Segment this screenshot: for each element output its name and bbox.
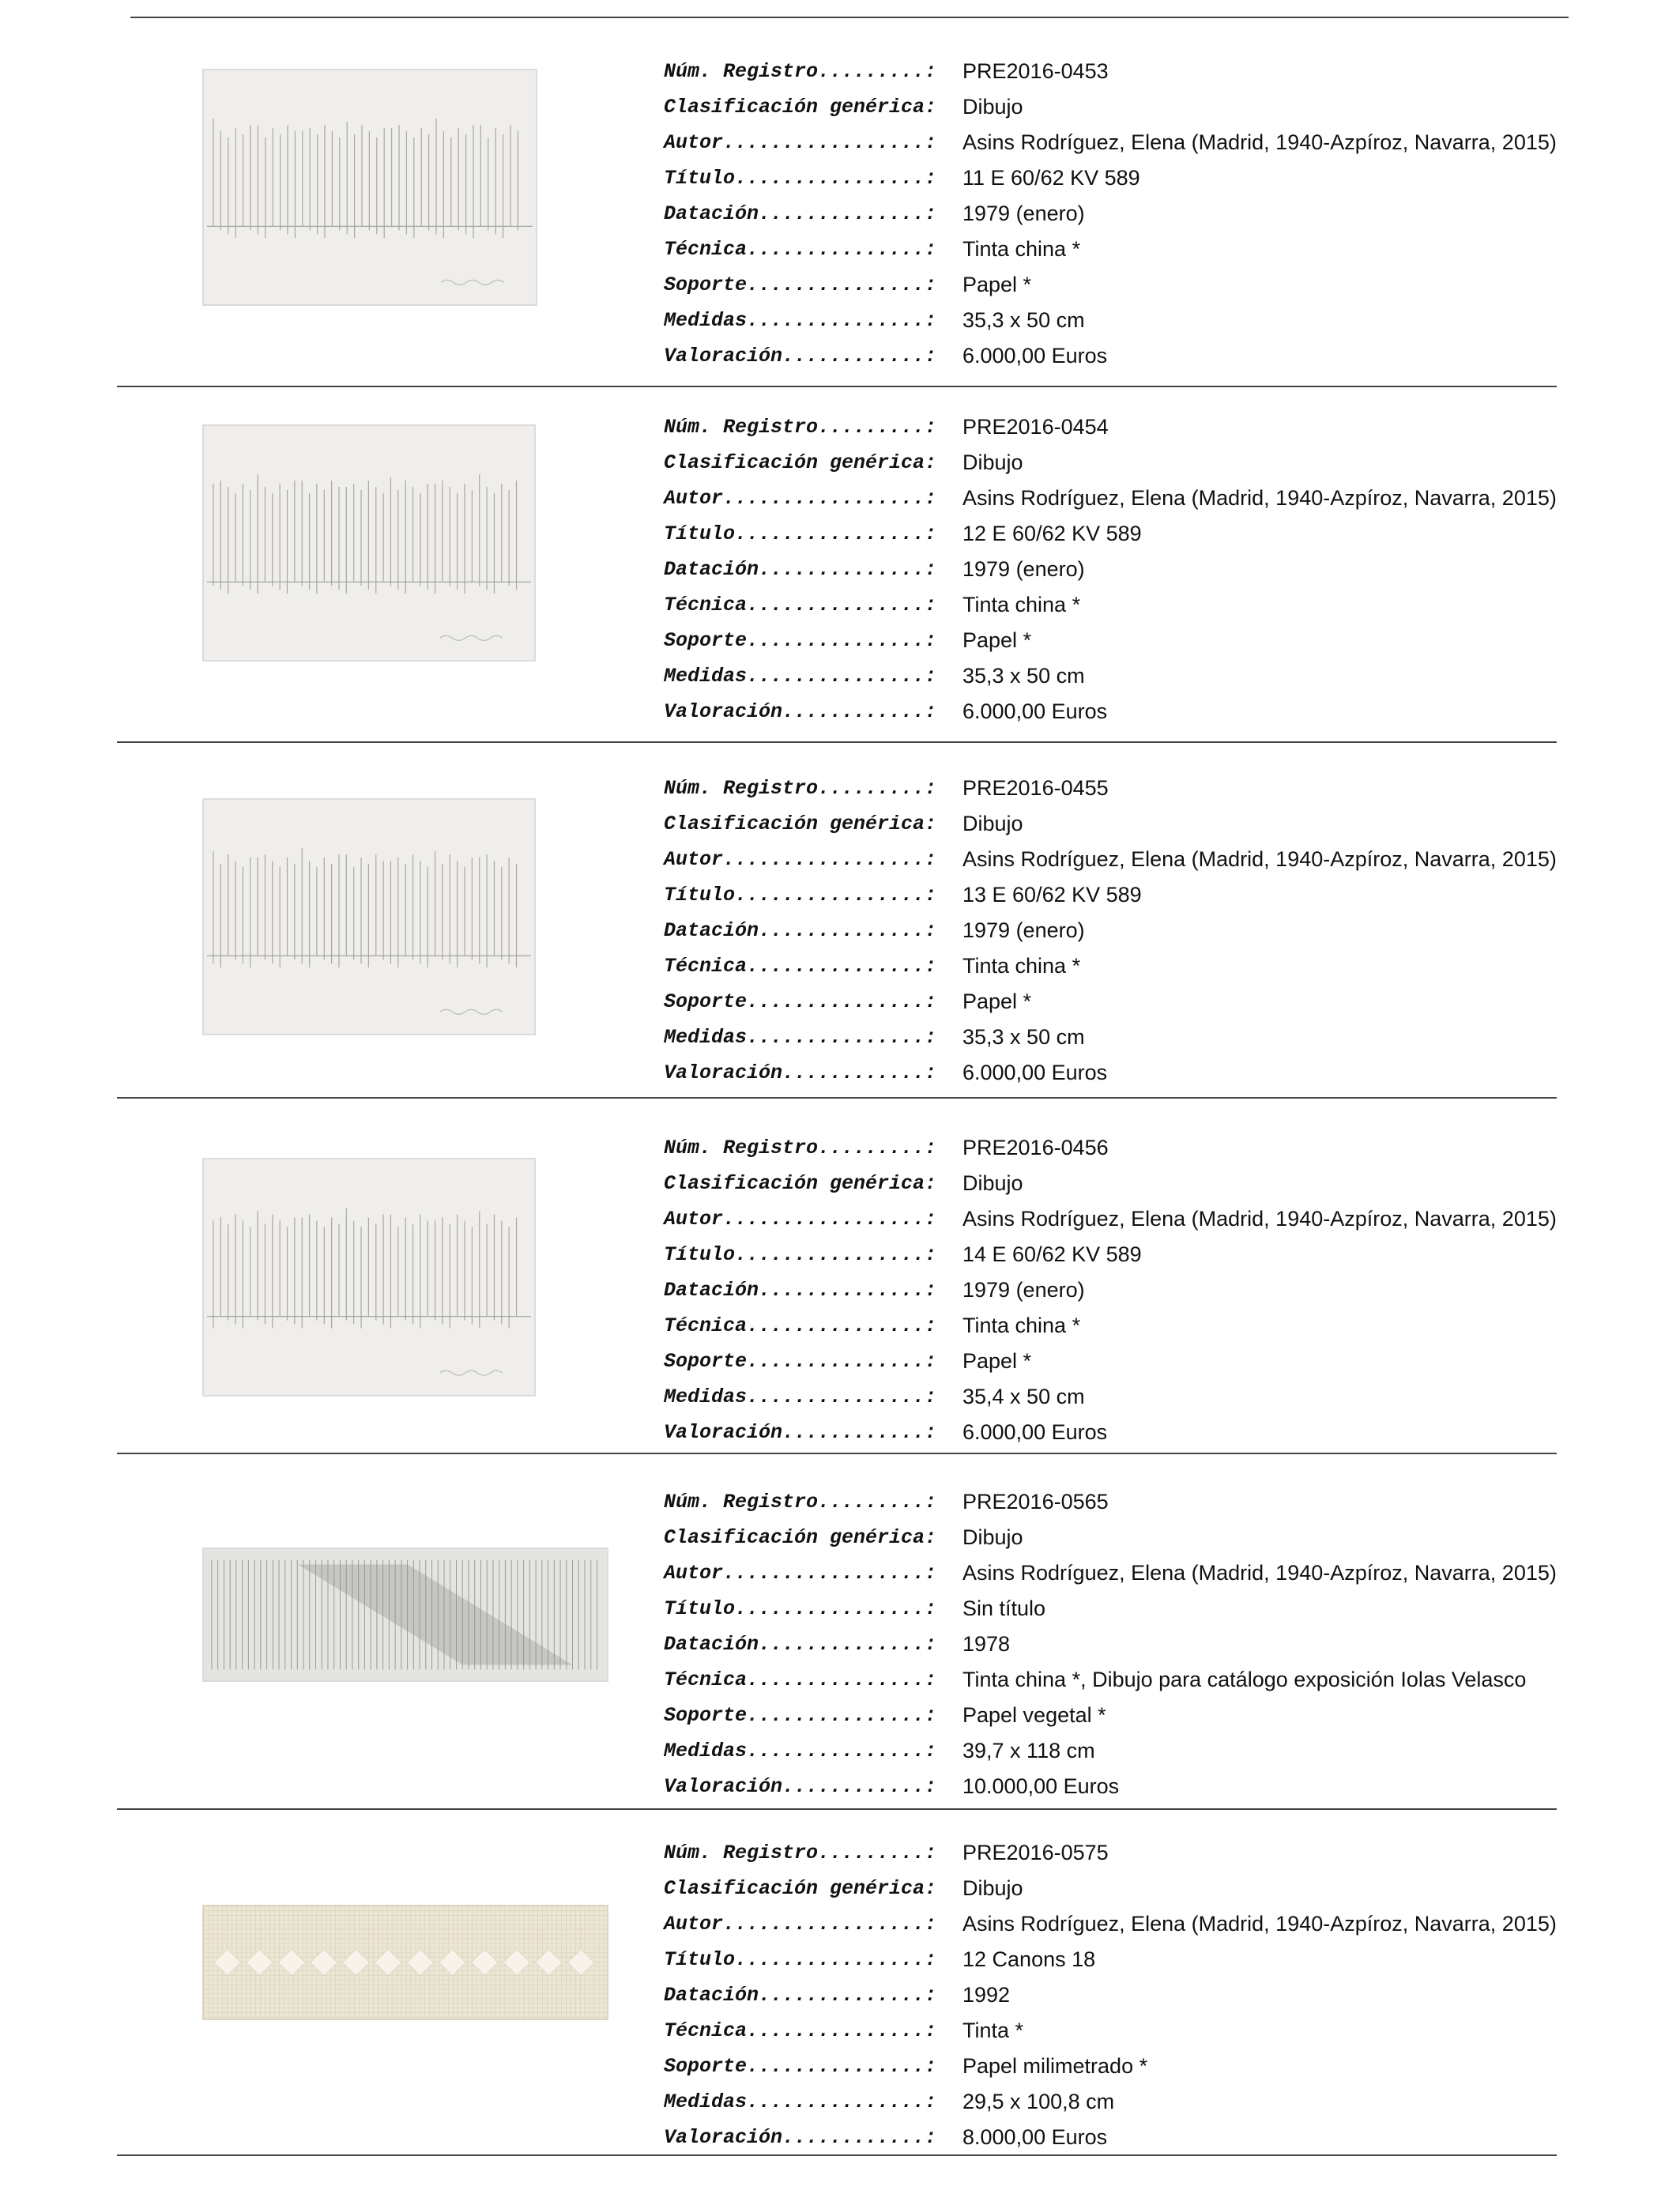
vertical-lines-artwork: [204, 70, 536, 304]
field-label: Clasificación genérica:: [664, 1877, 937, 1900]
field-value: 35,3 x 50 cm: [962, 664, 1085, 688]
field-label: Valoración............:: [664, 345, 937, 368]
field-value: 8.000,00 Euros: [962, 2125, 1108, 2149]
field-value: PRE2016-0456: [962, 1136, 1109, 1159]
field-label: Técnica...............:: [664, 1314, 937, 1337]
artwork-thumbnail: [202, 69, 537, 306]
field-label: Técnica...............:: [664, 238, 937, 261]
field-label: Valoración............:: [664, 1061, 937, 1084]
field-value: Asins Rodríguez, Elena (Madrid, 1940-Azpíroz, Navarra, 2015): [962, 1912, 1557, 1936]
artwork-thumbnail: [202, 1158, 536, 1397]
field-value: Tinta *: [962, 2019, 1024, 2042]
field-label: Núm. Registro.........:: [664, 1137, 937, 1159]
catalog-record: [117, 1099, 1557, 1454]
artwork-thumbnail: [202, 1905, 608, 2020]
field-label: Clasificación genérica:: [664, 1526, 937, 1549]
field-value: Tinta china *: [962, 593, 1081, 616]
field-value: Asins Rodríguez, Elena (Madrid, 1940-Azpíroz, Navarra, 2015): [962, 130, 1557, 154]
field-value: Tinta china *: [962, 954, 1081, 978]
field-label: Autor.................:: [664, 131, 937, 154]
vertical-lines-artwork: [204, 1159, 534, 1395]
artwork-thumbnail: [202, 424, 536, 662]
field-value: 39,7 x 118 cm: [962, 1739, 1095, 1762]
field-label: Técnica...............:: [664, 2019, 937, 2042]
field-label: Autor.................:: [664, 1562, 937, 1585]
vertical-lines-artwork: [204, 426, 534, 660]
field-value: 1979 (enero): [962, 202, 1085, 225]
field-label: Soporte...............:: [664, 1350, 937, 1373]
field-value: 10.000,00 Euros: [962, 1774, 1120, 1798]
field-label: Título................:: [664, 1948, 937, 1971]
artwork-thumbnail: [202, 1547, 608, 1682]
field-value: PRE2016-0453: [962, 59, 1109, 83]
field-label: Medidas...............:: [664, 2090, 937, 2113]
field-label: Medidas...............:: [664, 309, 937, 332]
field-value: PRE2016-0455: [962, 776, 1109, 800]
diamond-grid-artwork: [204, 1906, 607, 2019]
catalog-record: [117, 1454, 1557, 1810]
field-label: Valoración............:: [664, 1775, 937, 1798]
field-value: 1979 (enero): [962, 918, 1085, 942]
field-value: Dibujo: [962, 1876, 1023, 1900]
field-value: Papel *: [962, 990, 1032, 1013]
field-value: Papel milimetrado *: [962, 2054, 1148, 2078]
field-label: Clasificación genérica:: [664, 1172, 937, 1195]
field-label: Medidas...............:: [664, 1026, 937, 1049]
diagonal-band-artwork: [204, 1549, 607, 1680]
field-label: Núm. Registro.........:: [664, 777, 937, 800]
field-label: Datación..............:: [664, 1984, 937, 2007]
field-label: Título................:: [664, 1597, 937, 1620]
field-label: Clasificación genérica:: [664, 96, 937, 119]
field-value: Dibujo: [962, 812, 1023, 835]
field-label: Datación..............:: [664, 1633, 937, 1656]
artwork-thumbnail: [202, 798, 536, 1035]
field-value: Dibujo: [962, 1525, 1023, 1549]
field-value: Papel *: [962, 1349, 1032, 1373]
field-value: Tinta china *, Dibujo para catálogo exposición Iolas Velasco: [962, 1668, 1527, 1691]
field-value: Sin título: [962, 1596, 1046, 1620]
field-label: Medidas...............:: [664, 665, 937, 688]
field-value: Tinta china *: [962, 237, 1081, 261]
catalog-record: [117, 743, 1557, 1099]
field-value: 11 E 60/62 KV 589: [962, 166, 1140, 190]
field-value: Dibujo: [962, 95, 1023, 119]
field-label: Autor.................:: [664, 1913, 937, 1936]
catalog-record: [117, 387, 1557, 743]
field-label: Núm. Registro.........:: [664, 416, 937, 439]
field-value: PRE2016-0454: [962, 415, 1109, 439]
field-value: 6.000,00 Euros: [962, 699, 1108, 723]
top-rule: [130, 17, 1569, 18]
vertical-lines-artwork: [204, 800, 534, 1034]
field-label: Autor.................:: [664, 487, 937, 510]
field-value: Asins Rodríguez, Elena (Madrid, 1940-Azpíroz, Navarra, 2015): [962, 486, 1557, 510]
field-value: 12 Canons 18: [962, 1947, 1096, 1971]
field-value: Tinta china *: [962, 1314, 1081, 1337]
field-value: 6.000,00 Euros: [962, 344, 1108, 368]
catalog-record: [117, 1810, 1557, 2156]
field-label: Título................:: [664, 884, 937, 907]
field-value: Papel *: [962, 628, 1032, 652]
field-value: 1992: [962, 1983, 1011, 2007]
field-value: Dibujo: [962, 450, 1023, 474]
field-label: Título................:: [664, 1243, 937, 1266]
field-value: 1978: [962, 1632, 1011, 1656]
field-value: Papel *: [962, 273, 1032, 296]
field-label: Soporte...............:: [664, 990, 937, 1013]
field-label: Soporte...............:: [664, 273, 937, 296]
field-value: PRE2016-0565: [962, 1490, 1109, 1514]
field-label: Clasificación genérica:: [664, 812, 937, 835]
field-value: 35,4 x 50 cm: [962, 1385, 1085, 1408]
field-value: Asins Rodríguez, Elena (Madrid, 1940-Azpíroz, Navarra, 2015): [962, 847, 1557, 871]
field-label: Soporte...............:: [664, 629, 937, 652]
field-value: PRE2016-0575: [962, 1841, 1109, 1864]
field-label: Técnica...............:: [664, 1668, 937, 1691]
field-label: Medidas...............:: [664, 1740, 937, 1762]
field-value: 1979 (enero): [962, 557, 1085, 581]
field-value: 6.000,00 Euros: [962, 1061, 1108, 1084]
field-label: Autor.................:: [664, 1208, 937, 1231]
field-label: Datación..............:: [664, 202, 937, 225]
field-label: Título................:: [664, 522, 937, 545]
field-label: Soporte...............:: [664, 2055, 937, 2078]
field-value: 12 E 60/62 KV 589: [962, 522, 1142, 545]
field-value: 29,5 x 100,8 cm: [962, 2090, 1115, 2113]
field-label: Datación..............:: [664, 1279, 937, 1302]
field-value: Asins Rodríguez, Elena (Madrid, 1940-Azpíroz, Navarra, 2015): [962, 1561, 1557, 1585]
field-label: Núm. Registro.........:: [664, 1491, 937, 1514]
field-value: 13 E 60/62 KV 589: [962, 883, 1142, 907]
field-value: Asins Rodríguez, Elena (Madrid, 1940-Azpíroz, Navarra, 2015): [962, 1207, 1557, 1231]
field-value: 1979 (enero): [962, 1278, 1085, 1302]
field-label: Valoración............:: [664, 1421, 937, 1444]
field-label: Clasificación genérica:: [664, 451, 937, 474]
field-label: Valoración............:: [664, 700, 937, 723]
field-label: Autor.................:: [664, 848, 937, 871]
field-value: 14 E 60/62 KV 589: [962, 1242, 1142, 1266]
field-label: Medidas...............:: [664, 1385, 937, 1408]
field-label: Datación..............:: [664, 558, 937, 581]
field-label: Núm. Registro.........:: [664, 1842, 937, 1864]
field-label: Núm. Registro.........:: [664, 60, 937, 83]
field-label: Técnica...............:: [664, 955, 937, 978]
field-value: Dibujo: [962, 1171, 1023, 1195]
field-label: Soporte...............:: [664, 1704, 937, 1727]
record-separator: [117, 2154, 1557, 2156]
field-label: Título................:: [664, 167, 937, 190]
field-label: Datación..............:: [664, 919, 937, 942]
field-value: 35,3 x 50 cm: [962, 308, 1085, 332]
field-label: Valoración............:: [664, 2126, 937, 2149]
field-label: Técnica...............:: [664, 594, 937, 616]
field-value: Papel vegetal *: [962, 1703, 1106, 1727]
catalog-record: [117, 32, 1557, 387]
field-value: 6.000,00 Euros: [962, 1420, 1108, 1444]
field-value: 35,3 x 50 cm: [962, 1025, 1085, 1049]
